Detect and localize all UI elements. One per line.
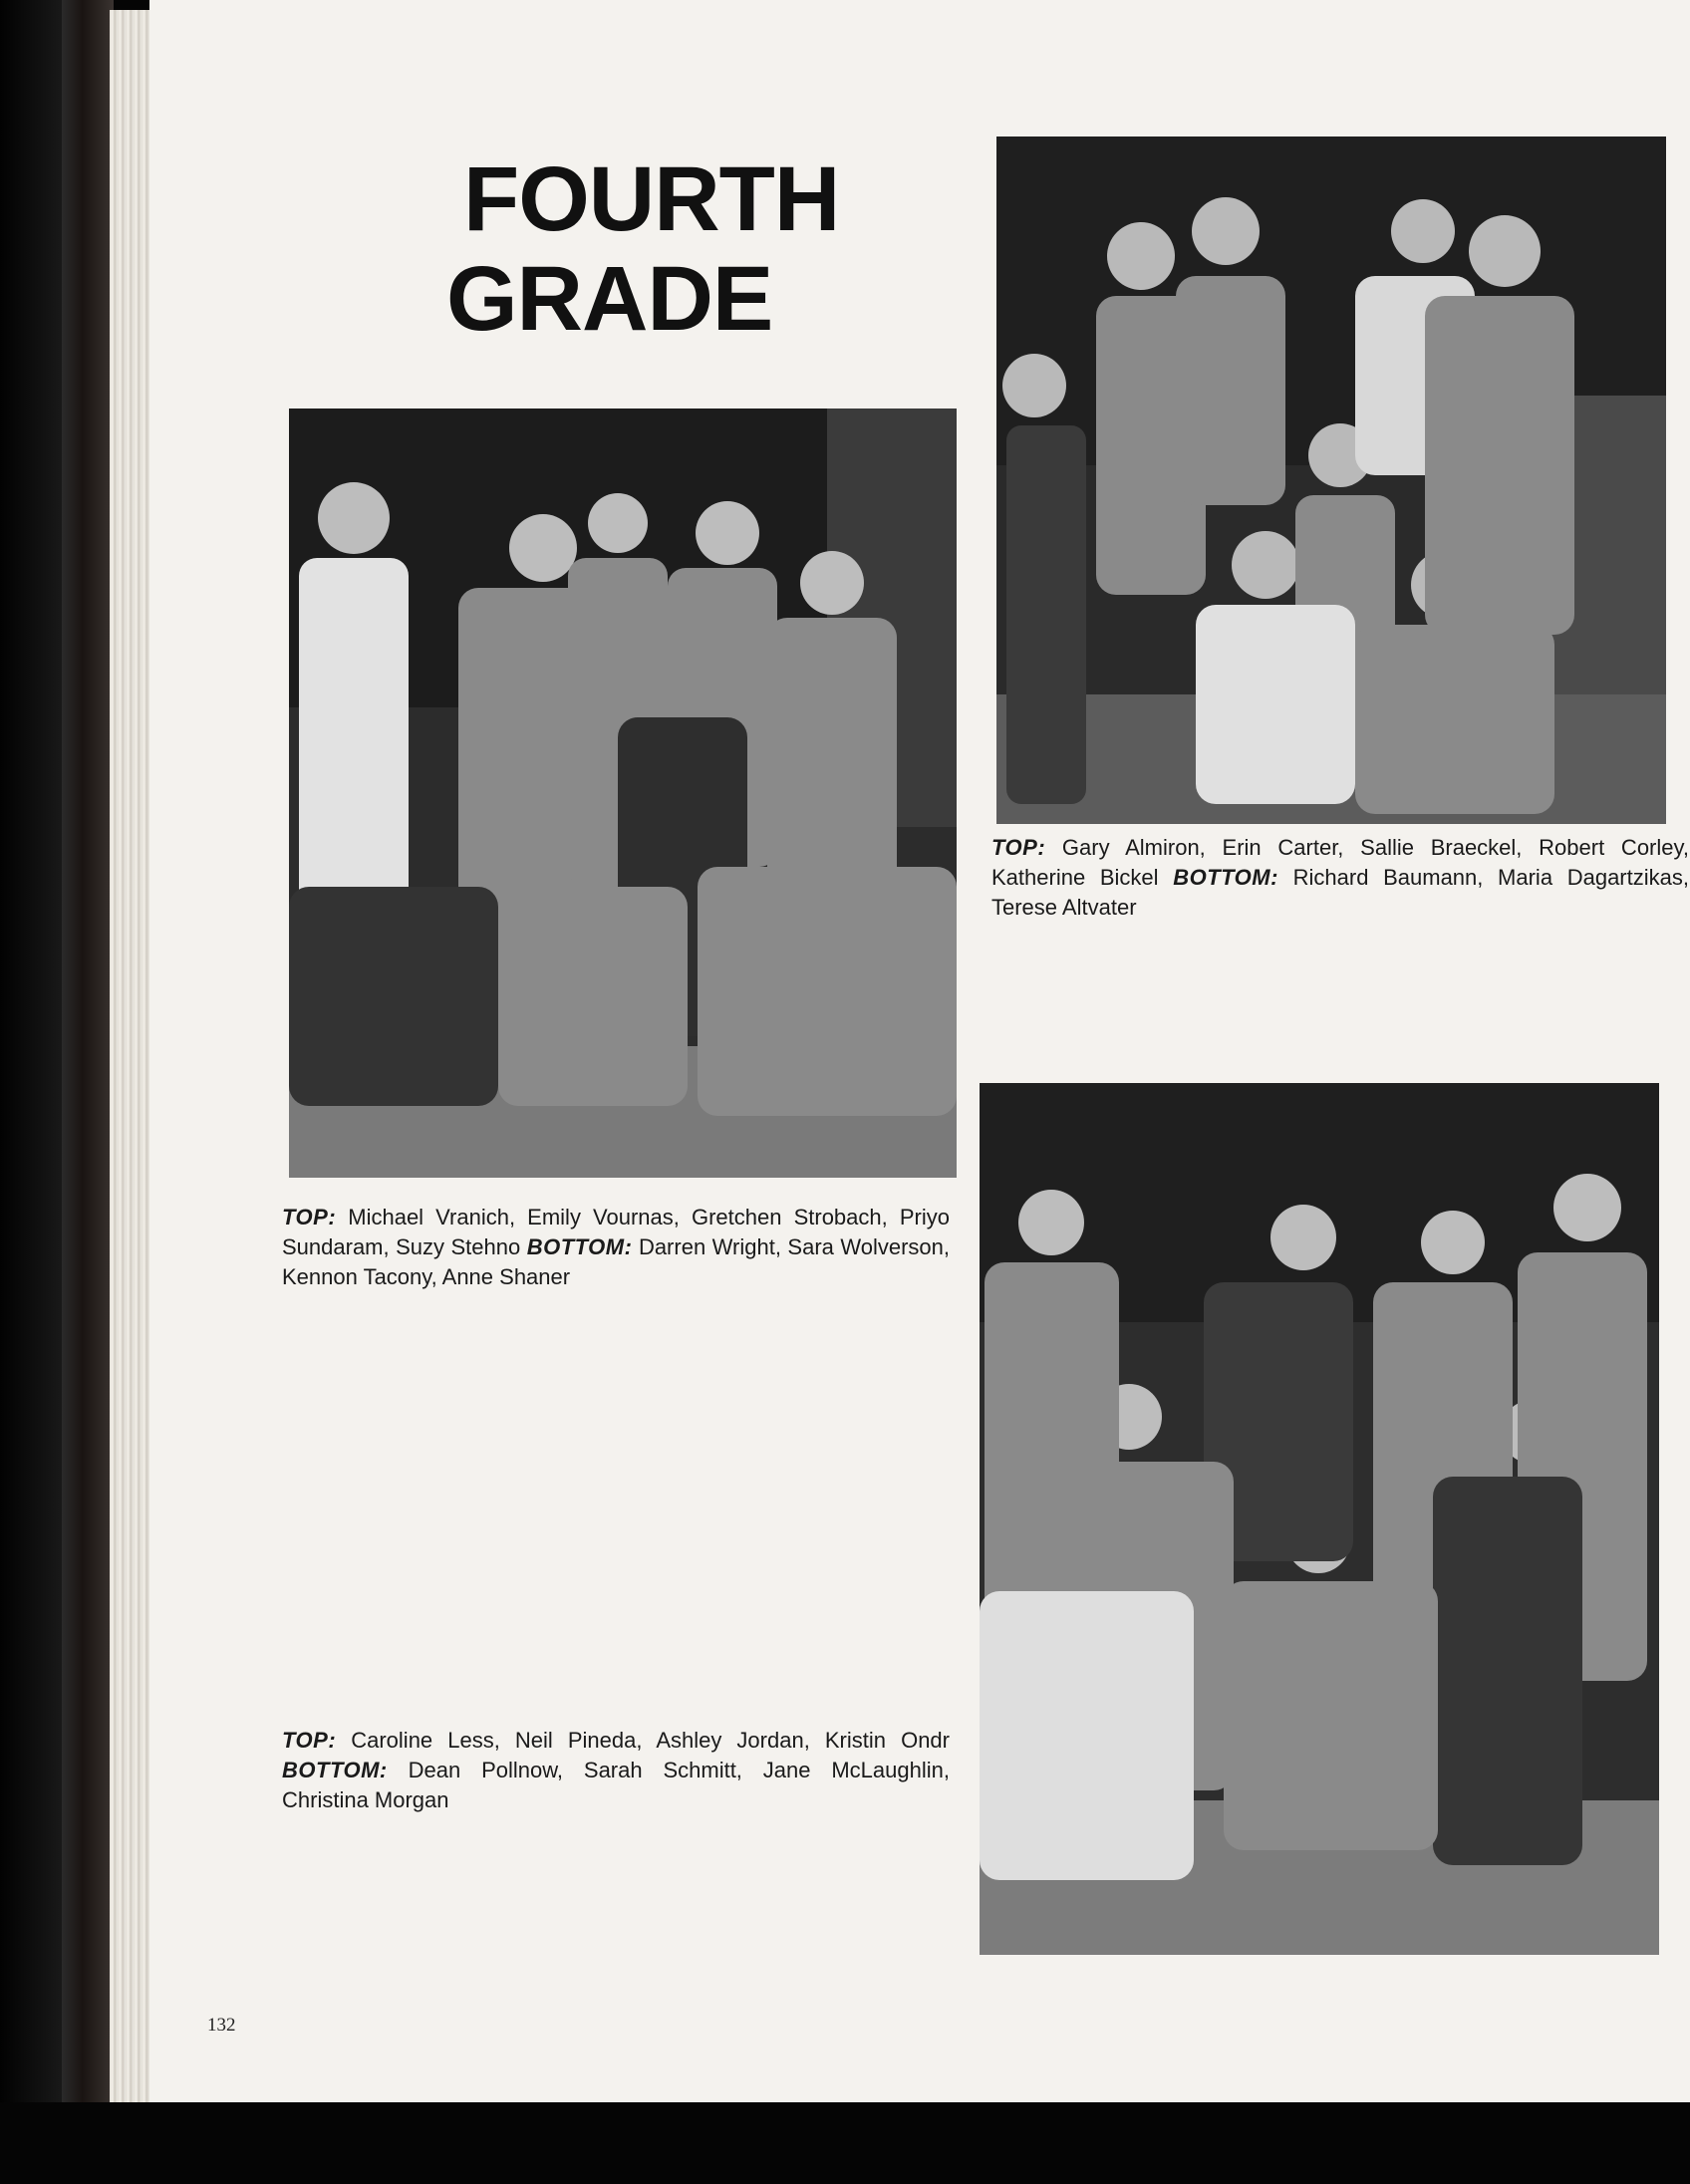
caption-bottom-label: BOTTOM: <box>1173 865 1278 890</box>
caption-top-label: TOP: <box>282 1205 337 1229</box>
class-photo-top-right <box>996 136 1666 824</box>
caption-bottom-names: Richard Baumann, Maria Dagartzikas, Terese Altvater <box>991 865 1689 920</box>
caption-top-label: TOP: <box>282 1728 337 1753</box>
photo-placeholder-figures <box>980 1083 1659 1955</box>
caption-top-right-photo <box>991 833 1689 923</box>
page-number: 132 <box>207 2015 236 2036</box>
caption-top-names: Gary Almiron, Erin Carter, Sallie Braeckel, Robert Corley, Katherine Bickel <box>991 835 1689 890</box>
book-binding <box>0 0 70 2184</box>
caption-bottom-label: BOTTOM: <box>282 1758 388 1782</box>
caption-left-photo <box>282 1203 950 1292</box>
photo-placeholder-figures <box>289 409 957 1178</box>
caption-bottom-names: Darren Wright, Sara Wolverson, Kennon Tacony, Anne Shaner <box>282 1234 950 1289</box>
caption-top-names: Michael Vranich, Emily Vournas, Gretchen Strobach, Priyo Sundaram, Suzy Stehno <box>282 1205 950 1259</box>
title-line-1: FOURTH <box>463 148 840 250</box>
title-line-2: GRADE <box>446 248 773 350</box>
class-photo-bottom-right <box>980 1083 1659 1955</box>
caption-top-label: TOP: <box>991 835 1046 860</box>
class-photo-left <box>289 409 957 1178</box>
background-below-page <box>0 2102 1690 2184</box>
page-title <box>446 149 865 349</box>
photo-placeholder-figures <box>996 136 1666 824</box>
caption-bottom-names: Dean Pollnow, Sarah Schmitt, Jane McLaughlin, Christina Morgan <box>282 1758 950 1812</box>
caption-bottom-right-photo <box>282 1726 950 1815</box>
book-spine-edge <box>62 0 114 2107</box>
caption-top-names: Caroline Less, Neil Pineda, Ashley Jordan, Kristin Ondr <box>351 1728 950 1753</box>
caption-bottom-label: BOTTOM: <box>526 1234 633 1259</box>
